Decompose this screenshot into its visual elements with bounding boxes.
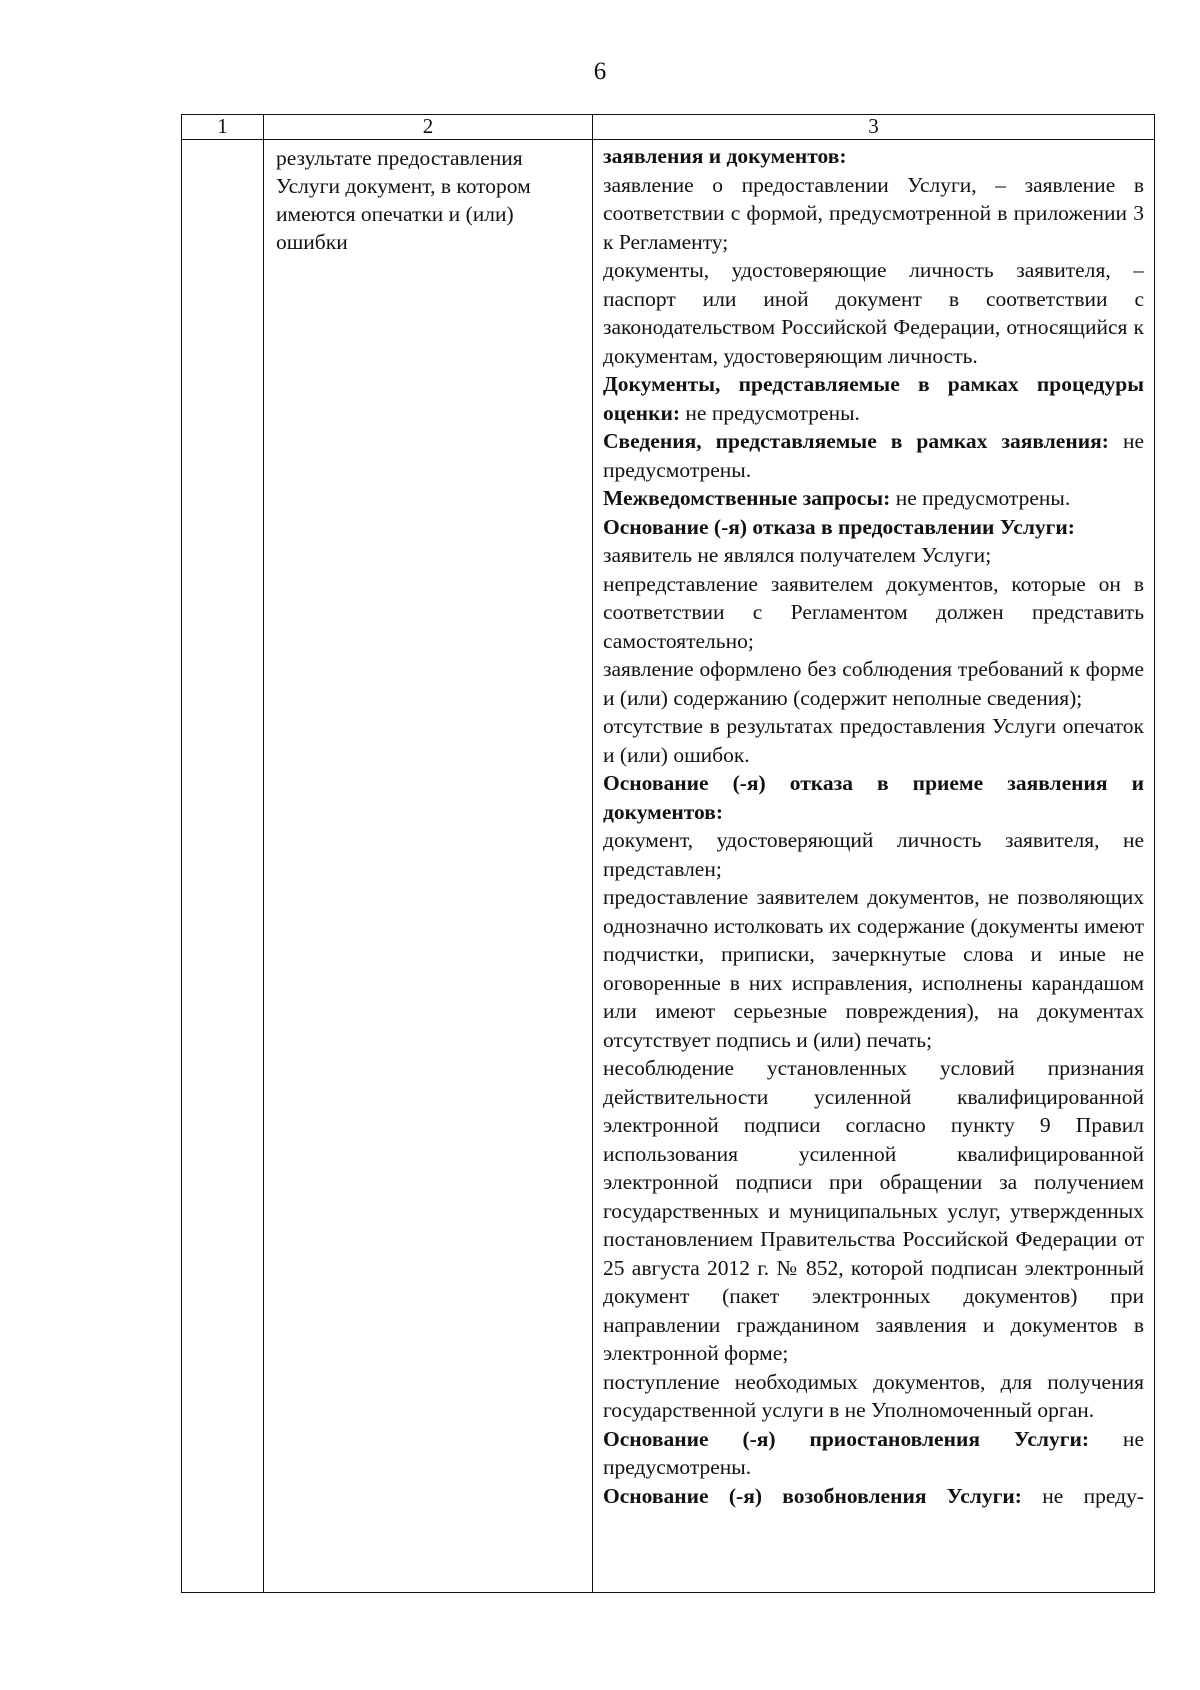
column-header-3: 3 [593,115,1155,140]
column-3-paragraph [603,427,1144,484]
paragraph-text: не предусмотрены. [680,400,860,425]
paragraph-heading: Межведомственные запросы: [603,486,891,510]
paragraph-text: отсутствие в результатах предоставления Услуги опечаток и (или) ошибок. [603,714,1144,767]
paragraph-text: документы, удостоверяющие личность заявителя, – паспорт или иной документ в соответствии с законодательством Российской Федерации, относящийся к документам, удостоверяющим личность. [603,258,1144,368]
cell-column-2 [264,140,593,1593]
paragraph-text: поступление необходимых документов, для получения государственной услуги в не Уполномоченный орган. [603,1369,1144,1422]
table-header-row [182,115,1155,140]
column-3-paragraph [603,171,1144,257]
paragraph-text: заявление о предоставлении Услуги, – заявление в соответствии с формой, предусмотренной в приложении 3 к Регламенту; [603,172,1144,254]
paragraph-text: заявление оформлено без соблюдения требований к форме и (или) содержанию (содержит неполные сведения); [603,657,1144,710]
paragraph-text: не преду- [1021,1483,1144,1508]
column-3-paragraph [603,370,1144,427]
column-3-paragraph [603,256,1144,370]
column-3-paragraph [603,513,1144,542]
paragraph-heading: Сведения, представляемые в рамках заявления: [603,429,1109,453]
paragraph-heading: Основание (-я) возобновления Услуги: [603,1483,1022,1508]
paragraph-text: не предусмотрены. [603,1426,1144,1479]
column-3-paragraph [603,1482,1144,1511]
paragraph-text: непредставление заявителем документов, которые он в соответствии с Регламентом должен представить самостоятельно; [603,571,1144,653]
column-3-paragraph [603,769,1144,826]
paragraph-heading: Основание (-я) отказа в предоставлении Услуги: [603,514,1075,539]
column-3-paragraph [603,570,1144,656]
paragraph-text: заявитель не являлся получателем Услуги; [603,543,992,567]
page-number: 6 [593,58,607,85]
paragraph-text: не предусмотрены. [890,486,1071,510]
paragraph-heading: заявления и документов: [603,144,847,168]
column-3-paragraph [603,712,1144,769]
paragraph-text: не предусмотрены. [603,429,1144,482]
column-3-content [593,140,1154,1512]
column-2-text: результате предоставления Услуги документ, в котором имеются опечатки и (или) ошибки [276,146,531,254]
table-row [182,140,1155,1593]
column-3-paragraph [603,826,1144,883]
column-header-2: 2 [264,115,593,140]
cell-column-1 [182,140,264,1593]
column-3-paragraph [603,655,1144,712]
column-header-1: 1 [182,115,264,140]
column-3-paragraph [603,1425,1144,1482]
column-3-paragraph [603,883,1144,1054]
column-3-paragraph [603,541,1144,570]
paragraph-text: несоблюдение установленных условий признания действительности усиленной квалифицированной электронной подписи согласно пункту 9 Правил использования усиленной квалифицированной электронной подписи при обращении за получением государственных и муниципальных услуг, утвержденных постановлением Правительства Российской Федерации от 25 августа 2012 г. № 852, которой подписан электронный документ (пакет электронных документов) при направлении гражданином заявления и документов в электронной форме; [603,1056,1144,1365]
column-3-paragraph [603,1054,1144,1368]
paragraph-text: документ, удостоверяющий личность заявителя, не представлен; [603,828,1144,881]
cell-column-3 [593,140,1155,1593]
paragraph-text: предоставление заявителем документов, не позволяющих однозначно истолковать их содержание (документы имеют подчистки, приписки, зачеркнутые слова и иные не оговоренные в них исправления, исполнены карандашом или имеют серьезные повреждения), на документах отсутствует подпись и (или) печать; [603,885,1144,1052]
column-3-paragraph [603,484,1144,513]
column-3-paragraph [603,1368,1144,1425]
paragraph-heading: Основание (-я) отказа в приеме заявления и документов: [603,771,1144,824]
regulation-table [181,114,1155,1593]
paragraph-heading: Основание (-я) приостановления Услуги: [603,1426,1090,1451]
column-3-paragraph [603,142,1144,171]
paragraph-heading: Документы, представляемые в рамках процедуры оценки: [603,372,1144,425]
